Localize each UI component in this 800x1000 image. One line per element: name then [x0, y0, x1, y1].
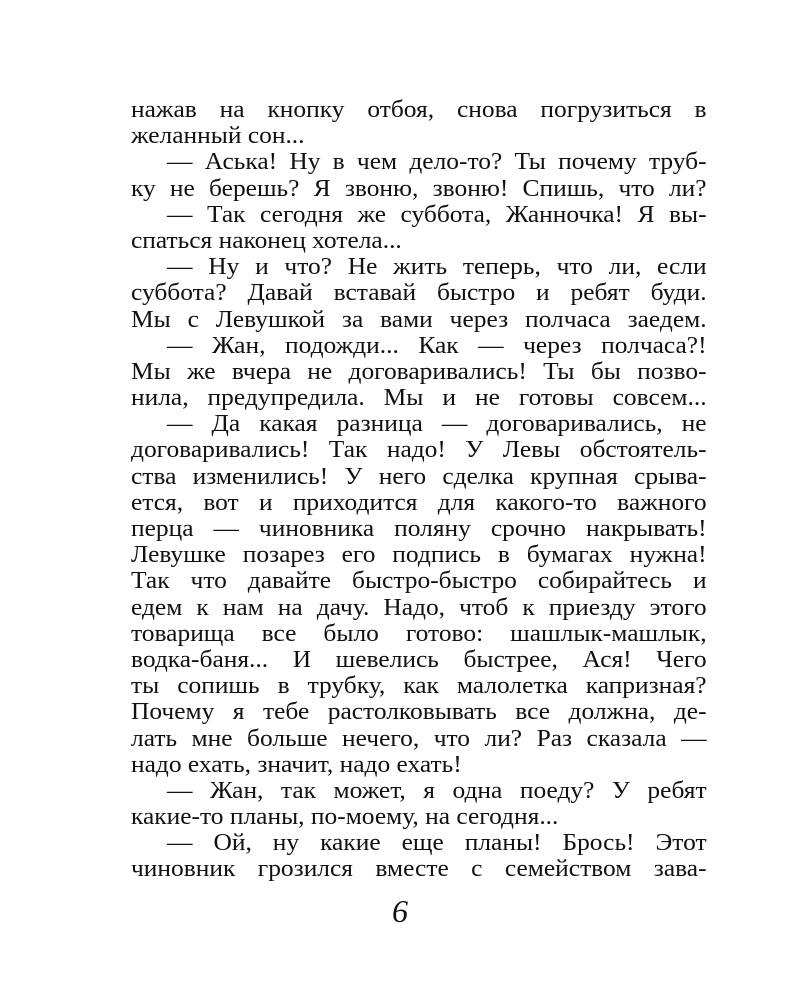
text-line: лать мне больше нечего, что ли? Раз сказала — — [131, 725, 707, 752]
text-line: ку не берешь? Я звоню, звоню! Спишь, что ли? — [131, 175, 707, 202]
text-line: какие-то планы, по-моему, на сегодня... — [131, 804, 559, 831]
text-line: перца — чиновника поляну срочно накрывать! — [131, 516, 707, 542]
text-line: ты сопишь в трубку, как малолетка капризная? — [131, 673, 707, 700]
text-line: водка-баня... И шевелись быстрее, Ася! Чего — [131, 646, 707, 673]
page-number: 6 — [392, 893, 408, 929]
text-line: Почему я тебе растолковывать все должна, де- — [131, 699, 707, 726]
text-line: спаться наконец хотела... — [131, 227, 402, 254]
text-line: — Аська! Ну в чем дело-то? Ты почему труб- — [167, 149, 707, 176]
text-line: товарища все было готово: шашлык-машлык, — [131, 620, 707, 647]
text-line: — Ну и что? Не жить теперь, что ли, если — [167, 254, 707, 281]
text-line: Мы с Левушкой за вами через полчаса заедем. — [131, 306, 707, 333]
text-line: надо ехать, значит, надо ехать! — [131, 751, 462, 778]
body-text — [131, 97, 707, 883]
text-line: ства изменились! У него сделка крупная срыва- — [131, 463, 707, 490]
text-line: Мы же вчера не договаривались! Ты бы позво- — [131, 358, 707, 385]
text-line: едем к нам на дачу. Надо, чтоб к приезду этого — [131, 594, 707, 621]
text-line: Так что давайте быстро-быстро собирайтесь и — [131, 568, 707, 595]
text-line: — Ой, ну какие еще планы! Брось! Этот — [167, 830, 707, 857]
text-line: — Жан, подожди... Как — через полчаса?! — [167, 332, 707, 359]
text-line: — Да какая разница — договаривались, не — [167, 411, 707, 438]
text-line: Левушке позарез его подпись в бумагах нужна! — [131, 542, 707, 569]
text-line: договаривались! Так надо! У Левы обстоятель- — [131, 437, 707, 464]
text-line: — Жан, так может, я одна поеду? У ребят — [167, 777, 707, 804]
text-line: нила, предупредила. Мы и не готовы совсем... — [131, 385, 707, 412]
text-line: ется, вот и приходится для какого-то важного — [131, 489, 707, 516]
text-line: нажав на кнопку отбоя, снова погрузиться в — [131, 97, 707, 123]
text-line: чиновник грозился вместе с семейством зава- — [131, 856, 707, 883]
text-line: — Так сегодня же суббота, Жанночка! Я вы- — [167, 201, 707, 228]
text-line: суббота? Давай вставай быстро и ребят буди. — [131, 280, 707, 307]
text-line: желанный сон... — [131, 123, 305, 150]
